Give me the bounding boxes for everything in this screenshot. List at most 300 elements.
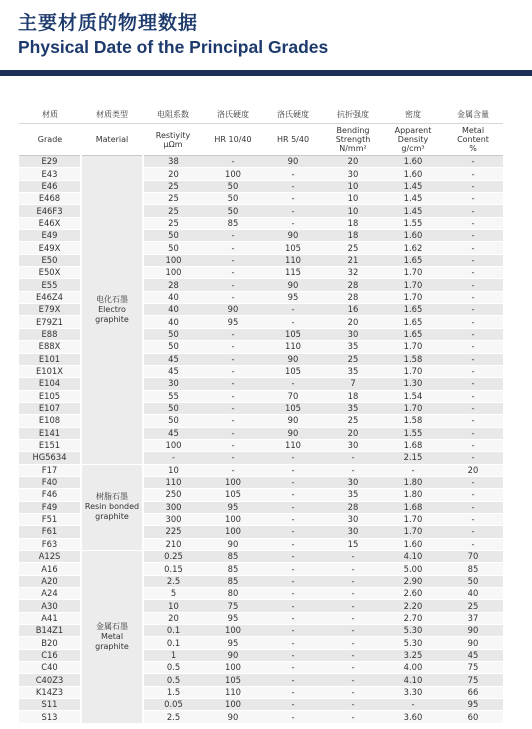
cell-resistivity: 0.25 xyxy=(143,551,203,563)
cell-bending-strength: 25 xyxy=(323,415,383,427)
cell-resistivity: 25 xyxy=(143,180,203,192)
header-cn-grade: 材质 xyxy=(19,106,81,124)
cell-metal-content: - xyxy=(443,501,503,513)
cell-resistivity: 1.5 xyxy=(143,686,203,698)
cell-grade: B20 xyxy=(19,637,81,649)
cell-hr-5-40: - xyxy=(263,316,323,328)
cell-resistivity: 10 xyxy=(143,600,203,612)
cell-density: 4.10 xyxy=(383,674,443,686)
cell-grade: K14Z3 xyxy=(19,686,81,698)
cell-hr-10-40: 90 xyxy=(203,649,263,661)
cell-bending-strength: 21 xyxy=(323,254,383,266)
cell-resistivity: 28 xyxy=(143,279,203,291)
cell-hr-10-40: 100 xyxy=(203,625,263,637)
cell-metal-content: 60 xyxy=(443,711,503,723)
cell-density: 1.55 xyxy=(383,427,443,439)
cell-bending-strength: 18 xyxy=(323,230,383,242)
cell-metal-content: 90 xyxy=(443,637,503,649)
cell-hr-5-40: - xyxy=(263,378,323,390)
cell-hr-5-40: - xyxy=(263,551,323,563)
cell-density: 2.90 xyxy=(383,575,443,587)
cell-density: - xyxy=(383,464,443,476)
cell-hr-5-40: 115 xyxy=(263,267,323,279)
cell-hr-10-40: - xyxy=(203,156,263,168)
cell-metal-content: - xyxy=(443,513,503,525)
header-en-material: Material xyxy=(81,124,143,156)
header-en-grade: Grade xyxy=(19,124,81,156)
cell-grade: E88X xyxy=(19,341,81,353)
cell-density: 1.70 xyxy=(383,267,443,279)
cell-grade: F40 xyxy=(19,476,81,488)
table-row xyxy=(19,464,503,476)
cell-metal-content: - xyxy=(443,279,503,291)
table-row xyxy=(19,551,503,563)
cell-metal-content: - xyxy=(443,353,503,365)
cell-density: 1.65 xyxy=(383,328,443,340)
cell-bending-strength: 10 xyxy=(323,193,383,205)
cell-metal-content: 75 xyxy=(443,674,503,686)
cell-grade: F49 xyxy=(19,501,81,513)
cell-hr-10-40: 105 xyxy=(203,674,263,686)
cell-hr-10-40: - xyxy=(203,328,263,340)
cell-density: 3.60 xyxy=(383,711,443,723)
cell-grade: B14Z1 xyxy=(19,625,81,637)
cell-metal-content: - xyxy=(443,452,503,464)
cell-hr-5-40: 110 xyxy=(263,254,323,266)
cell-bending-strength: - xyxy=(323,588,383,600)
cell-grade: S11 xyxy=(19,699,81,711)
cell-grade: F63 xyxy=(19,538,81,550)
cell-hr-5-40: 90 xyxy=(263,156,323,168)
cell-metal-content: - xyxy=(443,489,503,501)
cell-bending-strength: 20 xyxy=(323,427,383,439)
cell-metal-content: - xyxy=(443,415,503,427)
cell-density: 1.68 xyxy=(383,501,443,513)
cell-resistivity: 100 xyxy=(143,267,203,279)
cell-grade: S13 xyxy=(19,711,81,723)
cell-density: 5.30 xyxy=(383,625,443,637)
cell-hr-5-40: - xyxy=(263,205,323,217)
cell-hr-10-40: - xyxy=(203,353,263,365)
cell-bending-strength: - xyxy=(323,649,383,661)
cell-metal-content: - xyxy=(443,304,503,316)
cell-resistivity: 0.5 xyxy=(143,662,203,674)
header-en-hr-5-40: HR 5/40 xyxy=(263,124,323,156)
cell-grade: E46X xyxy=(19,217,81,229)
cell-resistivity: 30 xyxy=(143,378,203,390)
header-cn-bending-strength: 抗折强度 xyxy=(323,106,383,124)
cell-hr-10-40: 90 xyxy=(203,538,263,550)
cell-density: 1.80 xyxy=(383,489,443,501)
cell-metal-content: - xyxy=(443,193,503,205)
cell-resistivity: 45 xyxy=(143,427,203,439)
cell-grade: A16 xyxy=(19,563,81,575)
cell-density: 1.70 xyxy=(383,365,443,377)
cell-bending-strength: 30 xyxy=(323,168,383,180)
cell-resistivity: 50 xyxy=(143,230,203,242)
cell-hr-5-40: - xyxy=(263,513,323,525)
cell-density: 1.65 xyxy=(383,316,443,328)
cell-hr-10-40: - xyxy=(203,267,263,279)
cell-resistivity: 20 xyxy=(143,612,203,624)
cell-hr-5-40: - xyxy=(263,662,323,674)
cell-hr-10-40: 50 xyxy=(203,193,263,205)
cell-hr-10-40: 85 xyxy=(203,575,263,587)
cell-bending-strength: - xyxy=(323,711,383,723)
header-row-english xyxy=(19,124,503,156)
cell-hr-10-40: - xyxy=(203,402,263,414)
cell-resistivity: 38 xyxy=(143,156,203,168)
cell-density: 2.60 xyxy=(383,588,443,600)
cell-grade: E101 xyxy=(19,353,81,365)
cell-bending-strength: 25 xyxy=(323,353,383,365)
cell-metal-content: - xyxy=(443,378,503,390)
cell-bending-strength: 35 xyxy=(323,402,383,414)
cell-density: 1.54 xyxy=(383,390,443,402)
cell-density: 1.58 xyxy=(383,353,443,365)
cell-hr-10-40: 100 xyxy=(203,699,263,711)
cell-density: 4.10 xyxy=(383,551,443,563)
cell-hr-10-40: 75 xyxy=(203,600,263,612)
cell-hr-5-40: - xyxy=(263,476,323,488)
cell-grade: E107 xyxy=(19,402,81,414)
cell-hr-10-40: 95 xyxy=(203,637,263,649)
cell-bending-strength: 30 xyxy=(323,328,383,340)
cell-resistivity: 50 xyxy=(143,328,203,340)
cell-metal-content: - xyxy=(443,254,503,266)
cell-hr-5-40: - xyxy=(263,699,323,711)
cell-resistivity: 25 xyxy=(143,217,203,229)
cell-hr-10-40: 100 xyxy=(203,526,263,538)
cell-hr-5-40: - xyxy=(263,538,323,550)
cell-grade: E101X xyxy=(19,365,81,377)
cell-metal-content: - xyxy=(443,291,503,303)
cell-resistivity: 110 xyxy=(143,476,203,488)
cell-resistivity: 0.15 xyxy=(143,563,203,575)
cell-bending-strength: 20 xyxy=(323,316,383,328)
cell-hr-5-40: - xyxy=(263,637,323,649)
cell-hr-5-40: 105 xyxy=(263,242,323,254)
cell-grade: HG5634 xyxy=(19,452,81,464)
cell-hr-5-40: 105 xyxy=(263,365,323,377)
cell-resistivity: 2.5 xyxy=(143,575,203,587)
cell-hr-5-40: 105 xyxy=(263,328,323,340)
cell-density: 1.70 xyxy=(383,402,443,414)
cell-metal-content: - xyxy=(443,180,503,192)
cell-hr-5-40: 95 xyxy=(263,291,323,303)
header-row-chinese xyxy=(19,106,503,124)
cell-bending-strength: 16 xyxy=(323,304,383,316)
cell-density: 1.80 xyxy=(383,476,443,488)
cell-hr-5-40: 90 xyxy=(263,415,323,427)
cell-hr-5-40: - xyxy=(263,168,323,180)
cell-metal-content: - xyxy=(443,316,503,328)
cell-grade: E49X xyxy=(19,242,81,254)
cell-density: 2.20 xyxy=(383,600,443,612)
cell-bending-strength: - xyxy=(323,662,383,674)
cell-grade: E43 xyxy=(19,168,81,180)
cell-bending-strength: - xyxy=(323,637,383,649)
material-category: 电化石墨 Electro graphite xyxy=(81,156,143,465)
cell-hr-5-40: - xyxy=(263,563,323,575)
material-category: 树脂石墨 Resin bonded graphite xyxy=(81,464,143,550)
cell-hr-10-40: - xyxy=(203,279,263,291)
cell-hr-5-40: - xyxy=(263,625,323,637)
cell-hr-10-40: 100 xyxy=(203,168,263,180)
cell-metal-content: - xyxy=(443,156,503,168)
cell-bending-strength: - xyxy=(323,612,383,624)
cell-density: 3.25 xyxy=(383,649,443,661)
cell-density: 1.70 xyxy=(383,526,443,538)
cell-metal-content: - xyxy=(443,427,503,439)
cell-resistivity: 40 xyxy=(143,304,203,316)
cell-grade: E50 xyxy=(19,254,81,266)
cell-resistivity: 10 xyxy=(143,464,203,476)
cell-hr-10-40: - xyxy=(203,452,263,464)
cell-grade: E468 xyxy=(19,193,81,205)
cell-bending-strength: - xyxy=(323,686,383,698)
cell-resistivity: 45 xyxy=(143,353,203,365)
cell-hr-10-40: 95 xyxy=(203,501,263,513)
cell-grade: C40Z3 xyxy=(19,674,81,686)
cell-bending-strength: 18 xyxy=(323,217,383,229)
cell-hr-10-40: - xyxy=(203,464,263,476)
cell-grade: E46 xyxy=(19,180,81,192)
cell-density: 1.70 xyxy=(383,341,443,353)
cell-bending-strength: - xyxy=(323,699,383,711)
cell-hr-5-40: 90 xyxy=(263,279,323,291)
cell-grade: E46F3 xyxy=(19,205,81,217)
cell-bending-strength: - xyxy=(323,600,383,612)
header-en-resistivity: Restiyity μΩm xyxy=(143,124,203,156)
cell-metal-content: - xyxy=(443,205,503,217)
cell-bending-strength: - xyxy=(323,625,383,637)
cell-hr-10-40: 95 xyxy=(203,612,263,624)
cell-grade: E49 xyxy=(19,230,81,242)
material-category: 金属石墨 Metal graphite xyxy=(81,551,143,724)
cell-grade: A20 xyxy=(19,575,81,587)
cell-resistivity: 55 xyxy=(143,390,203,402)
cell-grade: E141 xyxy=(19,427,81,439)
cell-resistivity: 50 xyxy=(143,242,203,254)
cell-bending-strength: 30 xyxy=(323,439,383,451)
cell-hr-10-40: 95 xyxy=(203,316,263,328)
cell-metal-content: - xyxy=(443,538,503,550)
cell-hr-10-40: 80 xyxy=(203,588,263,600)
cell-density: 1.60 xyxy=(383,230,443,242)
cell-resistivity: 25 xyxy=(143,193,203,205)
cell-resistivity: 20 xyxy=(143,168,203,180)
cell-density: 1.62 xyxy=(383,242,443,254)
header-en-hr-10-40: HR 10/40 xyxy=(203,124,263,156)
table-row xyxy=(19,156,503,168)
cell-hr-5-40: - xyxy=(263,674,323,686)
cell-grade: E151 xyxy=(19,439,81,451)
cell-bending-strength: 18 xyxy=(323,390,383,402)
cell-metal-content: 50 xyxy=(443,575,503,587)
cell-grade: A41 xyxy=(19,612,81,624)
cell-hr-5-40: - xyxy=(263,526,323,538)
cell-grade: E79X xyxy=(19,304,81,316)
cell-metal-content: 95 xyxy=(443,699,503,711)
header-cn-density: 密度 xyxy=(383,106,443,124)
grades-table xyxy=(19,106,503,724)
cell-resistivity: 2.5 xyxy=(143,711,203,723)
cell-hr-10-40: - xyxy=(203,230,263,242)
cell-bending-strength: - xyxy=(323,551,383,563)
cell-hr-10-40: 85 xyxy=(203,217,263,229)
cell-grade: E88 xyxy=(19,328,81,340)
cell-hr-5-40: - xyxy=(263,612,323,624)
cell-hr-10-40: - xyxy=(203,242,263,254)
cell-metal-content: - xyxy=(443,242,503,254)
cell-grade: F61 xyxy=(19,526,81,538)
cell-grade: E105 xyxy=(19,390,81,402)
cell-grade: E79Z1 xyxy=(19,316,81,328)
cell-hr-5-40: - xyxy=(263,649,323,661)
cell-hr-10-40: - xyxy=(203,291,263,303)
cell-hr-5-40: - xyxy=(263,193,323,205)
cell-resistivity: 300 xyxy=(143,501,203,513)
cell-density: - xyxy=(383,699,443,711)
cell-resistivity: 225 xyxy=(143,526,203,538)
cell-hr-5-40: 110 xyxy=(263,439,323,451)
cell-grade: E29 xyxy=(19,156,81,168)
cell-hr-10-40: - xyxy=(203,378,263,390)
cell-hr-10-40: 85 xyxy=(203,551,263,563)
cell-hr-10-40: 100 xyxy=(203,662,263,674)
cell-metal-content: - xyxy=(443,341,503,353)
cell-grade: F51 xyxy=(19,513,81,525)
cell-hr-10-40: - xyxy=(203,415,263,427)
cell-hr-5-40: - xyxy=(263,304,323,316)
cell-bending-strength: 30 xyxy=(323,476,383,488)
cell-metal-content: 20 xyxy=(443,464,503,476)
cell-hr-10-40: - xyxy=(203,427,263,439)
cell-resistivity: 100 xyxy=(143,439,203,451)
cell-density: 1.60 xyxy=(383,538,443,550)
cell-resistivity: 250 xyxy=(143,489,203,501)
cell-metal-content: - xyxy=(443,526,503,538)
cell-density: 5.30 xyxy=(383,637,443,649)
cell-bending-strength: 10 xyxy=(323,205,383,217)
cell-grade: A24 xyxy=(19,588,81,600)
cell-hr-5-40: - xyxy=(263,575,323,587)
header-cn-resistivity: 电阻系数 xyxy=(143,106,203,124)
cell-density: 1.65 xyxy=(383,254,443,266)
cell-density: 1.70 xyxy=(383,513,443,525)
cell-grade: C40 xyxy=(19,662,81,674)
cell-bending-strength: 28 xyxy=(323,291,383,303)
cell-hr-5-40: 105 xyxy=(263,402,323,414)
cell-resistivity: 0.1 xyxy=(143,625,203,637)
cell-metal-content: - xyxy=(443,439,503,451)
cell-metal-content: - xyxy=(443,476,503,488)
cell-hr-10-40: - xyxy=(203,365,263,377)
cell-density: 1.70 xyxy=(383,279,443,291)
grades-table-body xyxy=(19,156,503,724)
cell-hr-10-40: - xyxy=(203,439,263,451)
cell-metal-content: 25 xyxy=(443,600,503,612)
cell-resistivity: 40 xyxy=(143,291,203,303)
cell-hr-5-40: - xyxy=(263,600,323,612)
cell-hr-10-40: 90 xyxy=(203,711,263,723)
cell-bending-strength: 32 xyxy=(323,267,383,279)
cell-resistivity: 300 xyxy=(143,513,203,525)
cell-hr-10-40: 90 xyxy=(203,304,263,316)
cell-metal-content: 75 xyxy=(443,662,503,674)
cell-density: 2.15 xyxy=(383,452,443,464)
cell-metal-content: - xyxy=(443,267,503,279)
cell-metal-content: 66 xyxy=(443,686,503,698)
cell-density: 1.68 xyxy=(383,439,443,451)
cell-metal-content: 37 xyxy=(443,612,503,624)
cell-hr-10-40: 100 xyxy=(203,513,263,525)
cell-density: 3.30 xyxy=(383,686,443,698)
cell-hr-10-40: 85 xyxy=(203,563,263,575)
cell-resistivity: - xyxy=(143,452,203,464)
page-title-chinese: 主要材质的物理数据 xyxy=(18,12,199,34)
cell-density: 5.00 xyxy=(383,563,443,575)
cell-resistivity: 50 xyxy=(143,402,203,414)
cell-metal-content: - xyxy=(443,328,503,340)
cell-hr-5-40: - xyxy=(263,464,323,476)
cell-bending-strength: 35 xyxy=(323,489,383,501)
cell-hr-5-40: 110 xyxy=(263,341,323,353)
cell-resistivity: 40 xyxy=(143,316,203,328)
cell-metal-content: - xyxy=(443,390,503,402)
cell-resistivity: 210 xyxy=(143,538,203,550)
cell-bending-strength: 25 xyxy=(323,242,383,254)
cell-resistivity: 50 xyxy=(143,341,203,353)
cell-hr-10-40: 100 xyxy=(203,476,263,488)
header-cn-material: 材质类型 xyxy=(81,106,143,124)
cell-density: 2.70 xyxy=(383,612,443,624)
cell-bending-strength: 15 xyxy=(323,538,383,550)
cell-metal-content: - xyxy=(443,402,503,414)
cell-hr-5-40: - xyxy=(263,180,323,192)
cell-hr-5-40: - xyxy=(263,501,323,513)
cell-grade: C16 xyxy=(19,649,81,661)
cell-bending-strength: 30 xyxy=(323,513,383,525)
header-divider xyxy=(0,70,532,76)
cell-hr-5-40: - xyxy=(263,452,323,464)
header-en-density: Apparent Density g/cm³ xyxy=(383,124,443,156)
cell-bending-strength: 35 xyxy=(323,341,383,353)
header-cn-metal-content: 金属含量 xyxy=(443,106,503,124)
cell-hr-5-40: - xyxy=(263,686,323,698)
cell-resistivity: 0.1 xyxy=(143,637,203,649)
cell-bending-strength: - xyxy=(323,563,383,575)
cell-resistivity: 45 xyxy=(143,365,203,377)
cell-density: 1.30 xyxy=(383,378,443,390)
cell-hr-10-40: 105 xyxy=(203,489,263,501)
cell-hr-5-40: 90 xyxy=(263,353,323,365)
cell-resistivity: 50 xyxy=(143,415,203,427)
cell-grade: A30 xyxy=(19,600,81,612)
cell-resistivity: 0.5 xyxy=(143,674,203,686)
cell-density: 1.45 xyxy=(383,205,443,217)
cell-hr-5-40: - xyxy=(263,217,323,229)
cell-bending-strength: 20 xyxy=(323,156,383,168)
cell-hr-5-40: 90 xyxy=(263,230,323,242)
cell-density: 1.65 xyxy=(383,304,443,316)
cell-density: 1.45 xyxy=(383,180,443,192)
cell-hr-10-40: - xyxy=(203,341,263,353)
header-cn-hr-5-40: 洛氏硬度 xyxy=(263,106,323,124)
cell-resistivity: 0.05 xyxy=(143,699,203,711)
cell-bending-strength: 35 xyxy=(323,365,383,377)
